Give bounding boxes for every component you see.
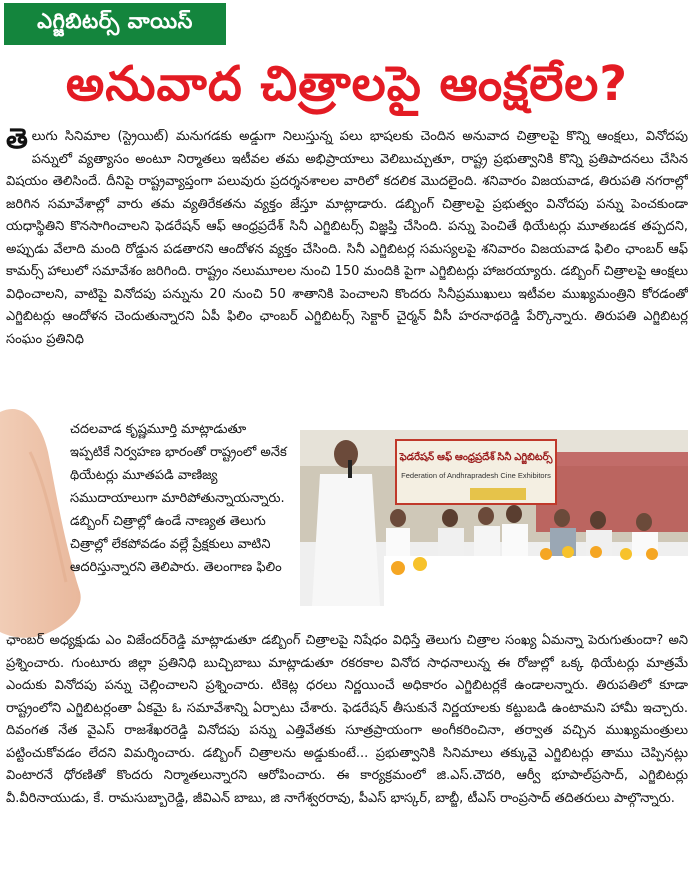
section-tag: ఎగ్జిబిటర్స్ వాయిస్ bbox=[4, 3, 226, 45]
article-intro-text: లుగు సినిమాల (స్ట్రెయిట్) మనుగడకు అడ్డుగా నిలుస్తున్న పలు భాషలకు చెందిన అనువాద చిత్రాలపై కొన్ని ఆంక్షలు, వినోదపు పన్నులో వ్యత్యాసం అంటూ నిర్మాతలు ఇటీవల తమ అభిప్రాయాలు వెలిబుచ్చుతూ, రాష్ట్ర ప్రభుత్వానికి కొన్ని ప్రతిపాదనలు చేసిన విషయం తెలిసిందే. దీనిపై రాష్ట్రవ్యాప్తంగా పలువురు ప్రదర్శనశాలల వారిలో కదలిక మొదలైంది. శనివారం విజయవాడ, తిరుపతి నగరాల్లో జరిగిన సమావేశాల్లో వారు తమ వ్యతిరేకతను వ్యక్తం జేస్తూ మాట్లాడారు. డబ్బింగ్ చిత్రాలపై ప్రభుత్వం వినోదపు పన్ను పెంచకుండా యధాస్థితిని కొనసాగించాలని ఫెడరేషన్ ఆఫ్ ఆంధ్రప్రదేశ్ సినీ ఎగ్జిబిటర్స్ విజ్ఞప్తి చేసింది. పన్ను పెంచితే థియేటర్లు మూతబడక తప్పదని, అప్పుడు వేలాది మంది రోడ్డున పడతారని ఆందోళన వ్యక్తం చేసింది. సినీ ఎగ్జిబిటర్ల సమస్యలపై శనివారం విజయవాడ ఫిలిం ఛాంబర్ ఆఫ్ కామర్స్ హాలులో సమావేశం జరిగింది. రాష్ట్రం నలుమూలల నుంచి 150 మందికి పైగా ఎగ్జిబిటర్లు హాజరయ్యారు. డబ్బింగ్ చిత్రాలపై ఆంక్షలు విధించాలని, వాటిపై వినోదపు పన్నును 20 నుంచి 50 శాతానికి పెంచాలని కొందరు సినీప్రముఖులు ఇటీవల ముఖ్యమంత్రిని కోరడంతో ఎగ్జిబిటర్లు ఆందోళన చెందుతున్నారని ఏపీ ఫిలిం ఛాంబర్ ఎగ్జిబిటర్స్ సెక్టార్ చైర్మన్ వీసీ హరనాథరెడ్డి పేర్కొన్నారు. తిరుపతి ఎగ్జిబిటర్ల సంఘం ప్రతినిధి bbox=[6, 129, 688, 347]
article-outro: ఛాంబర్ అధ్యక్షుడు ఎం విజేందర్‌రెడ్డి మాట్లాడుతూ డబ్బింగ్ చిత్రాలపై నిషేధం విధిస్తే తెలుగు చిత్రాల సంఖ్య ఏమన్నా పెరుగుతుందా? అని ప్రశ్నించారు. గుంటూరు జిల్లా ప్రతినిధి బుచ్చిబాబు మాట్లాడుతూ రకరకాల వినోద సాధనాలున్న ఈ రోజుల్లో ఒక్క థియేటర్లు మాత్రమే ఎందుకు వినోదపు పన్ను చెల్లించాలని ప్రశ్నించారు. టికెట్ల ధరలు నిర్ణయించే అధికారం ఎగ్జిబిటర్లకే ఉండాలన్నారు. తిరుపతిలో కూడా రాష్ట్రంలోని ఎగ్జిబిటర్లంతా ఏకమై ఓ సమావేశాన్ని ఏర్పాటు చేశారు. ఫెడరేషన్ తీసుకునే నిర్ణయాలకు కట్టుబడి ఉంటామని హామీ ఇచ్చారు. దివంగత నేత వైఎస్ రాజశేఖరరెడ్డి వినోదపు పన్ను ఎత్తివేతకు సూత్రప్రాయంగా అంగీకరించినా, తర్వాత వచ్చిన ముఖ్యమంత్రులు పట్టించుకోవడం లేదని విమర్శించారు. డబ్బింగ్ చిత్రాలను అడ్డుకుంటే... ప్రభుత్వానికి సినిమాలు తక్కువై ఎగ్జిబిటర్లు తాము చెప్పినట్లు వింటారనే ధోరణితో కొందరు నిర్మాతలున్నారని ఆరోపించారు. ఈ కార్యక్రమంలో జి.ఎస్.చౌదరి, ఆర్వీ భూపాల్‌ప్రసాద్, ఎగ్జిబిటర్లు వీ.వీరినాయుడు, కే. రామసుబ్బారెడ్డి, జీవిఎన్ బాబు, జి నాగేశ్వరరావు, పీఎస్ భాస్కర్, బాబ్జీ, టీఎస్ రాంప్రసాద్ తదితరులు పాల్గొన్నారు. bbox=[6, 633, 688, 806]
event-photo bbox=[300, 430, 688, 606]
banner-telugu: ఫెడరేషన్ ఆఫ్ ఆంధ్రప్రదేశ్ సినీ ఎగ్జిబిటర్స్ bbox=[399, 452, 553, 463]
headline: అనువాద చిత్రాలపై ఆంక్షలేల? bbox=[65, 56, 629, 112]
article-column: చదలవాడ కృష్ణమూర్తి మాట్లాడుతూ ఇప్పటికే నిర్వహణ భారంతో రాష్ట్రంలో అనేక థియేటర్లు మూతపడి వాణిజ్య సముదాయాలుగా మారిపోతున్నాయన్నారు. డబ్బింగ్ చిత్రాల్లో ఉండే నాణ్యత తెలుగు చిత్రాల్లో లేకపోవడం వల్లే ప్రేక్షకులు వాటిని ఆదరిస్తున్నారని తెలిపారు. తెలంగాణ ఫిలిం bbox=[70, 422, 287, 575]
banner-english: Federation of Andhrapradesh Cine Exhibitors bbox=[401, 471, 551, 480]
article-intro bbox=[6, 126, 688, 418]
drop-cap: తె bbox=[6, 126, 28, 155]
